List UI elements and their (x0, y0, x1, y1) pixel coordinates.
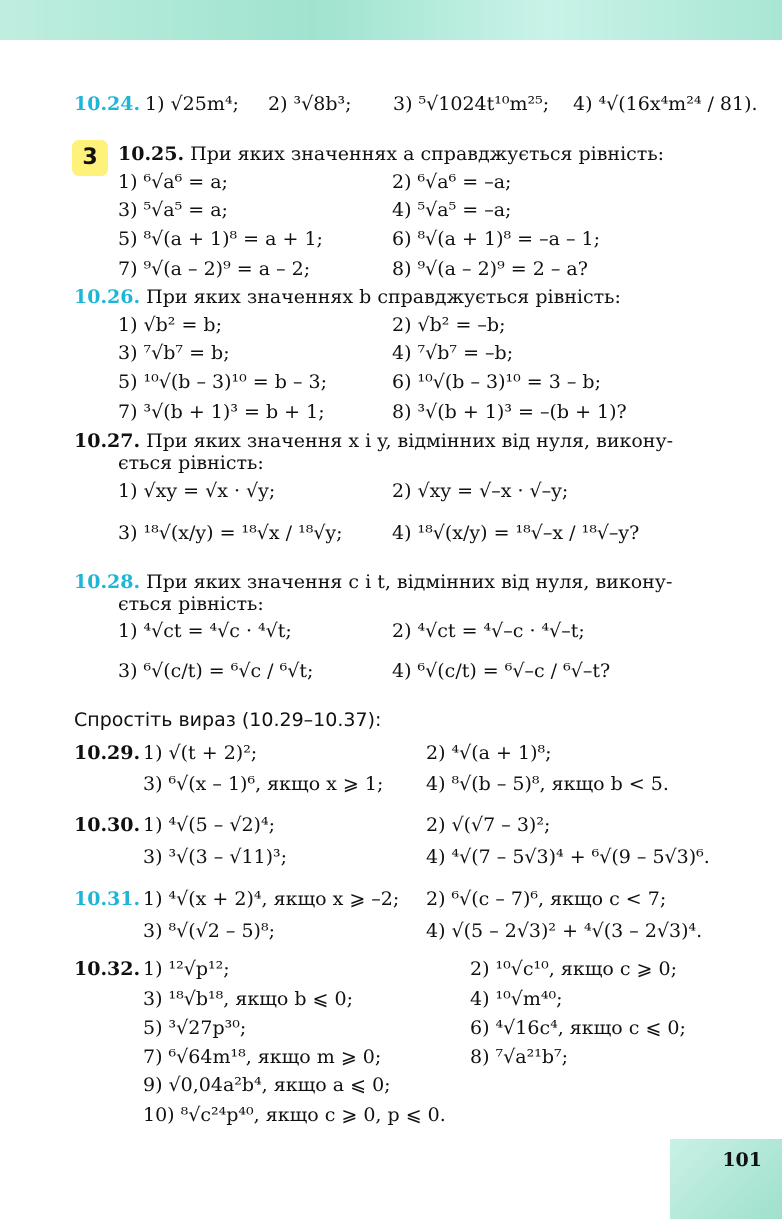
exercise-item: 4) ⁴√(16x⁴m²⁴ / 81). (573, 93, 758, 115)
exercise-item: 5) ¹⁰√(b – 3)¹⁰ = b – 3; (118, 371, 327, 393)
exercise-10-29 (74, 742, 140, 765)
exercise-item: 4) ⁷√b⁷ = –b; (392, 342, 514, 364)
exercise-item: 3) ¹⁸√b¹⁸, якщо b ⩽ 0; (143, 988, 354, 1010)
exercise-item: 3) ⁵√a⁵ = a; (118, 199, 228, 221)
exercise-10-30 (74, 814, 140, 837)
exercise-item: 4) ⁴√(7 – 5√3)⁴ + ⁶√(9 – 5√3)⁶. (426, 846, 710, 868)
exercise-number: 10.32. (74, 958, 141, 980)
exercise-item: 1) ¹²√p¹²; (143, 958, 230, 980)
exercise-item: 4) ⁸√(b – 5)⁸, якщо b < 5. (426, 773, 669, 795)
exercise-item: 6) ⁴√16c⁴, якщо c ⩽ 0; (470, 1017, 686, 1039)
exercise-item: 6) ⁸√(a + 1)⁸ = –a – 1; (392, 228, 601, 250)
exercise-number: 10.27. (74, 430, 141, 452)
exercise-item: 8) ⁷√a²¹b⁷; (470, 1046, 569, 1068)
exercise-10-24 (74, 93, 140, 116)
exercise-number: 10.30. (74, 814, 141, 836)
exercise-item: 8) ⁹√(a – 2)⁹ = 2 – a? (392, 258, 588, 280)
exercise-item: 1) ⁶√a⁶ = a; (118, 171, 228, 193)
exercise-item: 7) ⁶√64m¹⁸, якщо m ⩾ 0; (143, 1046, 382, 1068)
exercise-item: 1) √b² = b; (118, 314, 222, 336)
exercise-item: 3) ⁶√(c/t) = ⁶√c / ⁶√t; (118, 660, 314, 682)
exercise-text-cont: ється рівність: (118, 593, 264, 615)
exercise-number: 10.28. (74, 571, 141, 593)
exercise-item: 2) ⁴√ct = ⁴√–c · ⁴√–t; (392, 620, 585, 642)
page-number: 101 (722, 1149, 762, 1171)
decorative-top-band (0, 0, 782, 40)
exercise-item: 9) √0,04a²b⁴, якщо a ⩽ 0; (143, 1074, 391, 1096)
exercise-item: 3) ⁸√(√2 – 5)⁸; (143, 920, 275, 942)
exercise-item: 5) ⁸√(a + 1)⁸ = a + 1; (118, 228, 323, 250)
exercise-number: 10.26. (74, 286, 141, 308)
difficulty-badge: 3 (72, 140, 108, 176)
exercise-item: 2) √(√7 – 3)²; (426, 814, 551, 836)
exercise-text: При яких значеннях a справджується рівність: (190, 143, 665, 165)
exercise-item: 2) √xy = √–x · √–y; (392, 480, 569, 502)
exercise-text: При яких значення x і y, відмінних від нуля, викону- (146, 430, 674, 452)
exercise-item: 3) ¹⁸√(x/y) = ¹⁸√x / ¹⁸√y; (118, 522, 343, 544)
exercise-10-32 (74, 958, 140, 981)
exercise-item: 1) √(t + 2)²; (143, 742, 258, 764)
exercise-item: 2) ⁴√(a + 1)⁸; (426, 742, 552, 764)
exercise-item: 1) ⁴√(x + 2)⁴, якщо x ⩾ –2; (143, 888, 400, 910)
exercise-item: 2) ⁶√(c – 7)⁶, якщо c < 7; (426, 888, 667, 910)
exercise-item: 1) √25m⁴; (145, 93, 239, 115)
exercise-item: 8) ³√(b + 1)³ = –(b + 1)? (392, 401, 627, 423)
exercise-item: 3) ³√(3 – √11)³; (143, 846, 288, 868)
exercise-item: 3) ⁶√(x – 1)⁶, якщо x ⩾ 1; (143, 773, 384, 795)
exercise-item: 7) ³√(b + 1)³ = b + 1; (118, 401, 325, 423)
exercise-text: При яких значення c і t, відмінних від нуля, викону- (146, 571, 673, 593)
exercise-item: 7) ⁹√(a – 2)⁹ = a – 2; (118, 258, 311, 280)
exercise-item: 6) ¹⁰√(b – 3)¹⁰ = 3 – b; (392, 371, 601, 393)
exercise-number: 10.31. (74, 888, 141, 910)
exercise-item: 2) ³√8b³; (268, 93, 352, 115)
exercise-item: 2) ⁶√a⁶ = –a; (392, 171, 512, 193)
exercise-number: 10.25. (118, 143, 185, 165)
exercise-10-25-heading (118, 143, 664, 166)
exercise-item: 10) ⁸√c²⁴p⁴⁰, якщо c ⩾ 0, p ⩽ 0. (143, 1104, 446, 1126)
exercise-item: 4) ¹⁰√m⁴⁰; (470, 988, 563, 1010)
exercise-item: 3) ⁵√1024t¹⁰m²⁵; (393, 93, 550, 115)
exercise-item: 1) √xy = √x · √y; (118, 480, 276, 502)
exercise-item: 1) ⁴√(5 – √2)⁴; (143, 814, 275, 836)
exercise-item: 5) ³√27p³⁰; (143, 1017, 247, 1039)
exercise-10-26-heading (74, 286, 621, 309)
exercise-10-28-heading (74, 571, 672, 594)
exercise-item: 3) ⁷√b⁷ = b; (118, 342, 230, 364)
exercise-10-31 (74, 888, 140, 911)
exercise-item: 4) ⁵√a⁵ = –a; (392, 199, 512, 221)
exercise-item: 1) ⁴√ct = ⁴√c · ⁴√t; (118, 620, 292, 642)
exercise-text: При яких значеннях b справджується рівність: (146, 286, 621, 308)
section-intro: Спростіть вираз (10.29–10.37): (74, 709, 382, 731)
exercise-item: 4) ¹⁸√(x/y) = ¹⁸√–x / ¹⁸√–y? (392, 522, 640, 544)
exercise-item: 4) √(5 – 2√3)² + ⁴√(3 – 2√3)⁴. (426, 920, 703, 942)
exercise-text-cont: ється рівність: (118, 452, 264, 474)
exercise-item: 4) ⁶√(c/t) = ⁶√–c / ⁶√–t? (392, 660, 611, 682)
exercise-number: 10.24. (74, 93, 141, 115)
exercise-10-27-heading (74, 430, 673, 453)
exercise-item: 2) ¹⁰√c¹⁰, якщо c ⩾ 0; (470, 958, 677, 980)
exercise-number: 10.29. (74, 742, 141, 764)
exercise-item: 2) √b² = –b; (392, 314, 506, 336)
